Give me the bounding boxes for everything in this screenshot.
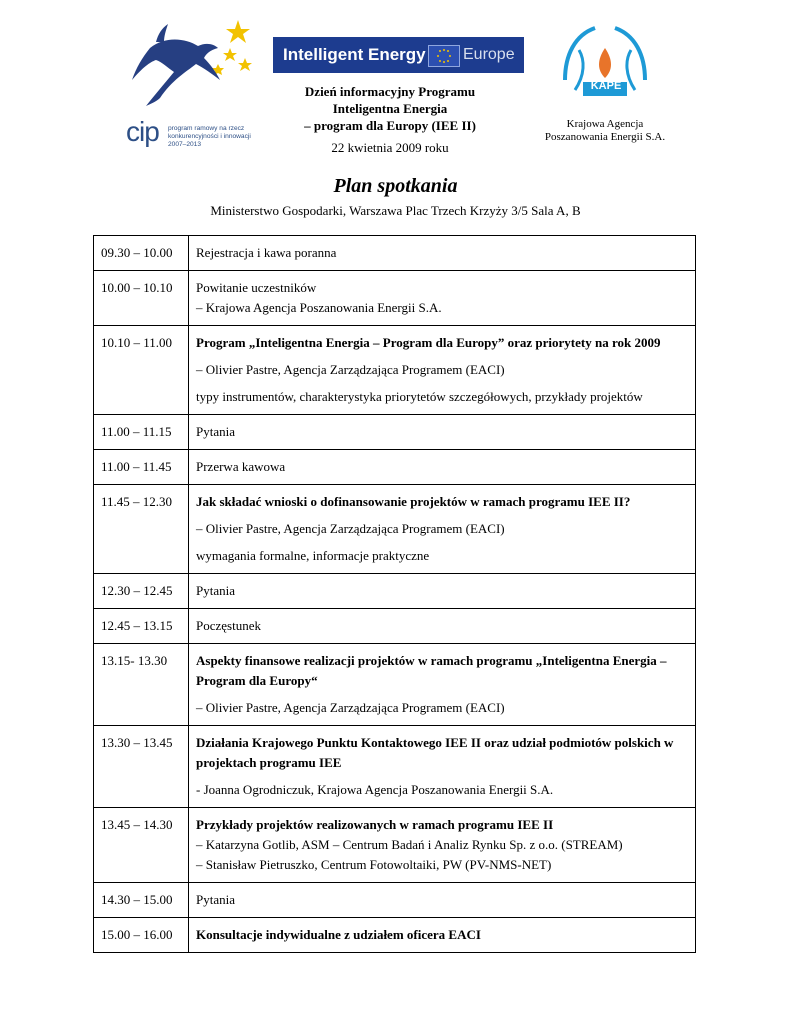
agenda-time: 11.45 – 12.30: [94, 485, 189, 574]
agenda-line: Aspekty finansowe realizacji projektów w ramach programu „Inteligentna Energia – Program dla Europy“: [196, 653, 667, 688]
agenda-line: Działania Krajowego Punktu Kontaktowego IEE II oraz udział podmiotów polskich w projektach programu IEE: [196, 735, 674, 770]
agenda-time: 12.45 – 13.15: [94, 609, 189, 644]
agenda-line: Pytania: [196, 892, 235, 907]
agenda-time: 13.45 – 14.30: [94, 808, 189, 883]
agenda-line: Program „Inteligentna Energia – Program dla Europy” oraz priorytety na rok 2009: [196, 335, 661, 350]
cip-wordmark: cip: [126, 116, 159, 147]
agenda-line: Przerwa kawowa: [196, 459, 286, 474]
meeting-location: Ministerstwo Gospodarki, Warszawa Plac Trzech Krzyży 3/5 Sala A, B: [210, 203, 581, 218]
event-title-line-3: – program dla Europy (IEE II): [304, 118, 476, 133]
agenda-time: 10.10 – 11.00: [94, 326, 189, 415]
agenda-line: Jak składać wnioski o dofinansowanie projektów w ramach programu IEE II?: [196, 494, 631, 509]
agenda-row: [94, 415, 696, 450]
agenda-row: [94, 236, 696, 271]
cip-caption-line-1: program ramowy na rzecz: [168, 125, 245, 132]
agenda-line: – Olivier Pastre, Agencja Zarządzająca Programem (EACI): [196, 521, 505, 536]
agenda-line: Przykłady projektów realizowanych w ramach programu IEE II: [196, 817, 554, 832]
agenda-row: [94, 450, 696, 485]
agenda-description: [189, 726, 696, 808]
agenda-row: [94, 609, 696, 644]
agenda-time: 11.00 – 11.15: [94, 415, 189, 450]
agenda-time: 12.30 – 12.45: [94, 574, 189, 609]
agenda-description: [189, 918, 696, 953]
agenda-row: [94, 808, 696, 883]
agenda-row: [94, 574, 696, 609]
kape-flame-icon: [555, 20, 655, 120]
agenda-line: wymagania formalne, informacje praktyczne: [196, 548, 430, 563]
agenda-row: [94, 883, 696, 918]
agenda-row: [94, 271, 696, 326]
cip-logo: [120, 18, 260, 178]
agenda-line: Powitanie uczestników: [196, 280, 317, 295]
agenda-line: – Stanisław Pietruszko, Centrum Fotowoltaiki, PW (PV-NMS-NET): [196, 857, 552, 872]
banner-left-text: Intelligent Energy: [283, 45, 426, 64]
agenda-line: Poczęstunek: [196, 618, 261, 633]
leaping-gazelle-icon: [120, 18, 260, 118]
agenda-time: 10.00 – 10.10: [94, 271, 189, 326]
agenda-time: 13.15- 13.30: [94, 644, 189, 726]
agenda-time: 15.00 – 16.00: [94, 918, 189, 953]
agenda-time: 11.00 – 11.45: [94, 450, 189, 485]
page-title: Plan spotkania: [333, 175, 458, 197]
agenda-line: - Joanna Ogrodniczuk, Krajowa Agencja Poszanowania Energii S.A.: [196, 782, 554, 797]
agenda-line: Pytania: [196, 424, 235, 439]
eu-flag-icon: [428, 45, 460, 67]
agenda-description: [189, 236, 696, 271]
agenda-description: [189, 808, 696, 883]
agenda-line: – Olivier Pastre, Agencja Zarządzająca Programem (EACI): [196, 700, 505, 715]
event-title-line-1: Dzień informacyjny Programu: [304, 84, 476, 99]
agenda-line: typy instrumentów, charakterystyka priorytetów szczegółowych, przykłady projektów: [196, 389, 643, 404]
agenda-line: Pytania: [196, 583, 235, 598]
agenda-line: – Olivier Pastre, Agencja Zarządzająca Programem (EACI): [196, 362, 505, 377]
agenda-line: Konsultacje indywidualne z udziałem oficera EACI: [196, 927, 481, 942]
kape-wordmark: KAPE: [590, 80, 622, 92]
cip-caption-line-2: konkurencyjności i innowacji: [168, 133, 251, 140]
agenda-row: [94, 918, 696, 953]
agenda-row: [94, 485, 696, 574]
agenda-description: [189, 450, 696, 485]
intelligent-energy-europe-banner: [273, 37, 524, 73]
agenda-line: – Katarzyna Gotlib, ASM – Centrum Badań i Analiz Rynku Sp. z o.o. (STREAM): [196, 837, 623, 852]
agenda-description: [189, 271, 696, 326]
agenda-description: [189, 415, 696, 450]
agenda-row: [94, 326, 696, 415]
agenda-description: [189, 644, 696, 726]
kape-caption-line-2: Poszanowania Energii S.A.: [544, 131, 666, 143]
kape-caption-line-1: Krajowa Agencja: [566, 118, 644, 130]
agenda-time: 14.30 – 15.00: [94, 883, 189, 918]
agenda-line: – Krajowa Agencja Poszanowania Energii S.A.: [196, 300, 442, 315]
agenda-description: [189, 574, 696, 609]
banner-right-text: Europe: [463, 46, 515, 63]
kape-logo: [555, 20, 655, 120]
event-date: 22 kwietnia 2009 roku: [331, 140, 449, 155]
agenda-description: [189, 485, 696, 574]
cip-caption-line-3: 2007–2013: [168, 141, 202, 148]
agenda-row: [94, 726, 696, 808]
agenda-time: 09.30 – 10.00: [94, 236, 189, 271]
agenda-description: [189, 883, 696, 918]
event-title-line-2: Inteligentna Energia: [332, 101, 448, 116]
agenda-description: [189, 609, 696, 644]
agenda-row: [94, 644, 696, 726]
agenda-time: 13.30 – 13.45: [94, 726, 189, 808]
agenda-description: [189, 326, 696, 415]
agenda-table: [93, 235, 696, 953]
agenda-line: Rejestracja i kawa poranna: [196, 245, 337, 260]
